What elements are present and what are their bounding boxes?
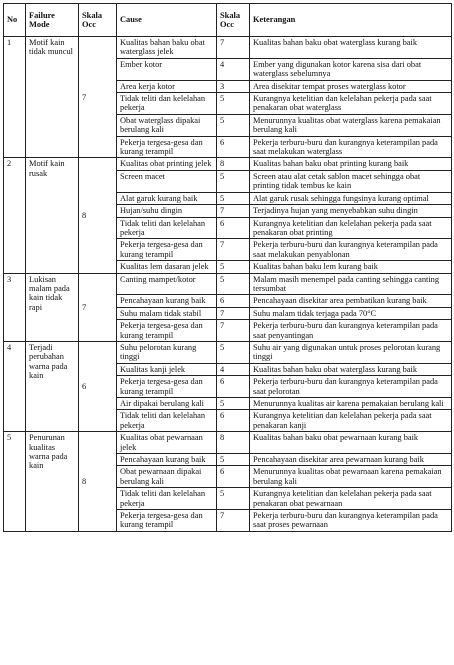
header-skala-occ-cause: Skala Occ	[217, 4, 250, 37]
cause-occ: 5	[217, 273, 250, 295]
fmea-occurrence-table	[3, 3, 452, 532]
cause-cell: Suhu malam tidak stabil	[117, 307, 217, 319]
keterangan-cell: Suhu air yang digunakan untuk proses pelorotan kurang tinggi	[250, 341, 452, 363]
cause-occ: 5	[217, 341, 250, 363]
failure-mode-occ: 7	[79, 273, 117, 341]
cause-occ: 8	[217, 158, 250, 170]
header-skala-occ: Skala Occ	[79, 4, 117, 37]
row-number: 3	[4, 273, 26, 341]
keterangan-cell: Kurangnya ketelitian dan kelelahan pekerja pada saat penakaran obat waterglass	[250, 93, 452, 115]
keterangan-cell: Pencahayaan disekitar area pembatikan kurang baik	[250, 295, 452, 307]
cause-occ: 7	[217, 239, 250, 261]
cause-cell: Kualitas kanji jelek	[117, 363, 217, 375]
keterangan-cell: Kualitas bahan baku obat printing kurang baik	[250, 158, 452, 170]
cause-cell: Obat pewarnaan dipakai berulang kali	[117, 466, 217, 488]
cause-occ: 6	[217, 410, 250, 432]
cause-occ: 7	[217, 37, 250, 59]
cause-occ: 4	[217, 58, 250, 80]
cause-occ: 6	[217, 136, 250, 158]
cause-cell: Tidak teliti dan kelelahan pekerja	[117, 93, 217, 115]
keterangan-cell: Screen atau alat cetak sablon macet sehingga obat printing tidak tembus ke kain	[250, 170, 452, 192]
cause-occ: 4	[217, 363, 250, 375]
cause-occ: 5	[217, 454, 250, 466]
cause-cell: Area kerja kotor	[117, 80, 217, 92]
cause-cell: Suhu pelorotan kurang tinggi	[117, 341, 217, 363]
cause-occ: 5	[217, 93, 250, 115]
cause-cell: Obat waterglass dipakai berulang kali	[117, 114, 217, 136]
cause-cell: Kualitas obat printing jelek	[117, 158, 217, 170]
keterangan-cell: Pekerja terburu-buru dan kurangnya keterampilan pada saat penyantingan	[250, 320, 452, 342]
keterangan-cell: Menurunnya kualitas obat pewarnaan karena pemakaian berulang kali	[250, 466, 452, 488]
keterangan-cell: Alat garuk rusak sehingga fungsinya kurang optimal	[250, 192, 452, 204]
cause-cell: Hujan/suhu dingin	[117, 205, 217, 217]
cause-cell: Screen macet	[117, 170, 217, 192]
cause-occ: 5	[217, 398, 250, 410]
cause-cell: Pekerja tergesa-gesa dan kurang terampil	[117, 320, 217, 342]
keterangan-cell: Kurangnya ketelitian dan kelelahan pekerja pada saat penakaran kanji	[250, 410, 452, 432]
header-no: No	[4, 4, 26, 37]
failure-mode-occ: 8	[79, 158, 117, 273]
keterangan-cell: Kualitas bahan baku lem kurang baik	[250, 261, 452, 273]
failure-mode-occ: 7	[79, 37, 117, 158]
failure-mode-occ: 6	[79, 341, 117, 431]
keterangan-cell: Pekerja terburu-buru dan kurangnya keterampilan pada saat pelorotan	[250, 376, 452, 398]
cause-cell: Pekerja tergesa-gesa dan kurang terampil	[117, 376, 217, 398]
cause-occ: 7	[217, 205, 250, 217]
row-number: 5	[4, 432, 26, 532]
keterangan-cell: Terjadinya hujan yang menyebabkan suhu dingin	[250, 205, 452, 217]
cause-cell: Pekerja tergesa-gesa dan kurang terampil	[117, 136, 217, 158]
row-number: 2	[4, 158, 26, 273]
cause-occ: 5	[217, 261, 250, 273]
table-row	[4, 273, 452, 295]
failure-mode: Motif kain rusak	[26, 158, 79, 273]
table-row	[4, 158, 452, 170]
cause-cell: Pekerja tergesa-gesa dan kurang terampil	[117, 510, 217, 532]
keterangan-cell: Kurangnya ketelitian dan kelelahan pekerja pada saat penakaran obat printing	[250, 217, 452, 239]
keterangan-cell: Ember yang digunakan kotor karena sisa dari obat waterglass sebelumnya	[250, 58, 452, 80]
cause-occ: 3	[217, 80, 250, 92]
keterangan-cell: Pencahayaan disekitar area pewarnaan kurang baik	[250, 454, 452, 466]
table-body	[4, 37, 452, 532]
cause-cell: Kualitas lem dasaran jelek	[117, 261, 217, 273]
header-row	[4, 4, 452, 37]
cause-cell: Tidak teliti dan kelelahan pekerja	[117, 488, 217, 510]
keterangan-cell: Kualitas bahan baku obat waterglass kurang baik	[250, 363, 452, 375]
table-row	[4, 432, 452, 454]
cause-occ: 7	[217, 510, 250, 532]
keterangan-cell: Pekerja terburu-buru dan kurangnya keterampilan pada saat proses pewarnaan	[250, 510, 452, 532]
cause-cell: Pencahayaan kurang baik	[117, 295, 217, 307]
cause-cell: Kualitas obat pewarnaan jelek	[117, 432, 217, 454]
keterangan-cell: Pekerja terburu-buru dan kurangnya keterampilan pada saat melakukan penyablonan	[250, 239, 452, 261]
cause-cell: Canting mampet/kotor	[117, 273, 217, 295]
cause-cell: Pekerja tergesa-gesa dan kurang terampil	[117, 239, 217, 261]
keterangan-cell: Pekerja terburu-buru dan kurangnya keterampilan pada saat melakukan waterglass	[250, 136, 452, 158]
cause-occ: 8	[217, 432, 250, 454]
keterangan-cell: Malam masih menempel pada canting sehingga canting tersumbat	[250, 273, 452, 295]
table-row	[4, 341, 452, 363]
cause-cell: Tidak teliti dan kelelahan pekerja	[117, 217, 217, 239]
header-failure-mode: Failure Mode	[26, 4, 79, 37]
cause-cell: Kualitas bahan baku obat waterglass jelek	[117, 37, 217, 59]
failure-mode: Motif kain tidak muncul	[26, 37, 79, 158]
cause-occ: 6	[217, 295, 250, 307]
header-cause: Cause	[117, 4, 217, 37]
cause-occ: 6	[217, 376, 250, 398]
failure-mode: Terjadi perubahan warna pada kain	[26, 341, 79, 431]
cause-cell: Pencahayaan kurang baik	[117, 454, 217, 466]
cause-cell: Tidak teliti dan kelelahan pekerja	[117, 410, 217, 432]
cause-occ: 5	[217, 170, 250, 192]
cause-occ: 5	[217, 114, 250, 136]
cause-occ: 5	[217, 192, 250, 204]
cause-cell: Air dipakai berulang kali	[117, 398, 217, 410]
keterangan-cell: Kualitas bahan baku obat waterglass kurang baik	[250, 37, 452, 59]
cause-occ: 6	[217, 217, 250, 239]
row-number: 1	[4, 37, 26, 158]
failure-mode: Penurunan kualitas warna pada kain	[26, 432, 79, 532]
keterangan-cell: Kurangnya ketelitian dan kelelahan pekerja pada saat penakaran obat pewarnaan	[250, 488, 452, 510]
failure-mode: Lukisan malam pada kain tidak rapi	[26, 273, 79, 341]
cause-occ: 5	[217, 488, 250, 510]
keterangan-cell: Menurunnya kualitas air karena pemakaian berulang kali	[250, 398, 452, 410]
cause-occ: 7	[217, 320, 250, 342]
keterangan-cell: Suhu malam tidak terjaga pada 70°C	[250, 307, 452, 319]
keterangan-cell: Menurunnya kualitas obat waterglass karena pemakaian berulang kali	[250, 114, 452, 136]
row-number: 4	[4, 341, 26, 431]
keterangan-cell: Area disekitar tempat proses waterglass kotor	[250, 80, 452, 92]
cause-cell: Alat garuk kurang baik	[117, 192, 217, 204]
cause-occ: 7	[217, 307, 250, 319]
table-row	[4, 37, 452, 59]
header-keterangan: Keterangan	[250, 4, 452, 37]
keterangan-cell: Kualitas bahan baku obat pewarnaan kurang baik	[250, 432, 452, 454]
cause-occ: 6	[217, 466, 250, 488]
cause-cell: Ember kotor	[117, 58, 217, 80]
failure-mode-occ: 8	[79, 432, 117, 532]
